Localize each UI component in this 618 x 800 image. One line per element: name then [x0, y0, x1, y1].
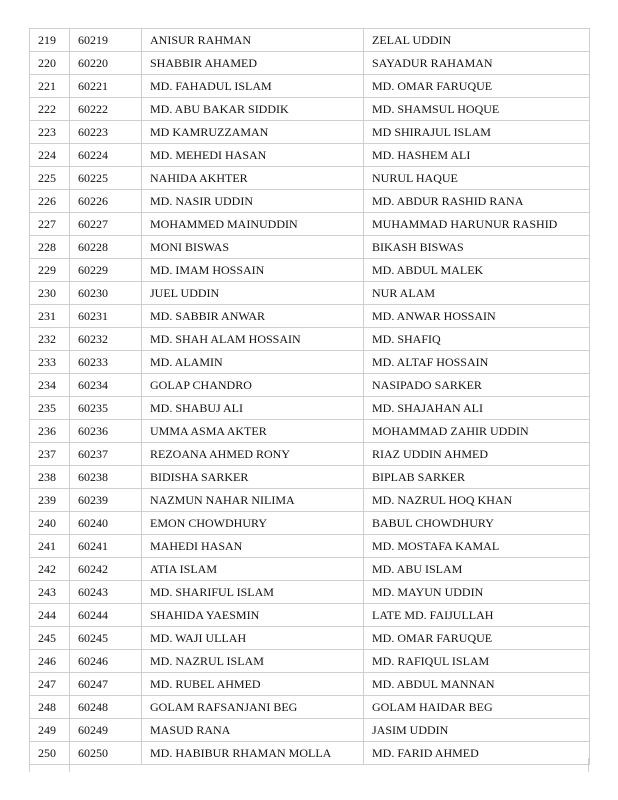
roll-number-cell: 60229	[70, 259, 142, 282]
candidate-table	[29, 28, 590, 765]
serial-cell: 242	[30, 558, 70, 581]
serial-cell: 235	[30, 397, 70, 420]
roll-number-cell: 60237	[70, 443, 142, 466]
roll-number-cell: 60250	[70, 742, 142, 765]
table-row	[30, 29, 590, 52]
roll-number-cell: 60249	[70, 719, 142, 742]
candidate-name-cell: MD. HABIBUR RHAMAN MOLLA	[142, 742, 364, 765]
father-name-cell: MD. NAZRUL HOQ KHAN	[364, 489, 590, 512]
table-row	[30, 98, 590, 121]
father-name-cell: MOHAMMAD ZAHIR UDDIN	[364, 420, 590, 443]
father-name-cell: MD. MOSTAFA KAMAL	[364, 535, 590, 558]
table-row	[30, 443, 590, 466]
table-row	[30, 719, 590, 742]
roll-number-cell: 60241	[70, 535, 142, 558]
serial-cell: 237	[30, 443, 70, 466]
roll-number-cell: 60228	[70, 236, 142, 259]
candidate-name-cell: GOLAM RAFSANJANI BEG	[142, 696, 364, 719]
father-name-cell: RIAZ UDDIN AHMED	[364, 443, 590, 466]
serial-cell: 221	[30, 75, 70, 98]
candidate-name-cell: MD. MEHEDI HASAN	[142, 144, 364, 167]
candidate-name-cell: GOLAP CHANDRO	[142, 374, 364, 397]
serial-cell: 231	[30, 305, 70, 328]
table-row	[30, 512, 590, 535]
table-row	[30, 397, 590, 420]
table-row	[30, 604, 590, 627]
father-name-cell: MD. ALTAF HOSSAIN	[364, 351, 590, 374]
candidate-name-cell: MD. FAHADUL ISLAM	[142, 75, 364, 98]
roll-number-cell: 60220	[70, 52, 142, 75]
candidate-name-cell: JUEL UDDIN	[142, 282, 364, 305]
candidate-name-cell: MD KAMRUZZAMAN	[142, 121, 364, 144]
table-row	[30, 213, 590, 236]
roll-number-cell: 60240	[70, 512, 142, 535]
serial-cell: 243	[30, 581, 70, 604]
father-name-cell: ZELAL UDDIN	[364, 29, 590, 52]
candidate-name-cell: MD. SHARIFUL ISLAM	[142, 581, 364, 604]
serial-cell: 239	[30, 489, 70, 512]
father-name-cell: MD. FARID AHMED	[364, 742, 590, 765]
roll-number-cell: 60246	[70, 650, 142, 673]
roll-number-cell: 60248	[70, 696, 142, 719]
candidate-name-cell: MD. WAJI ULLAH	[142, 627, 364, 650]
candidate-name-cell: NAZMUN NAHAR NILIMA	[142, 489, 364, 512]
table-row	[30, 75, 590, 98]
father-name-cell: BIKASH BISWAS	[364, 236, 590, 259]
father-name-cell: BIPLAB SARKER	[364, 466, 590, 489]
father-name-cell: MD. ABDUL MANNAN	[364, 673, 590, 696]
father-name-cell: MD SHIRAJUL ISLAM	[364, 121, 590, 144]
father-name-cell: MD. MAYUN UDDIN	[364, 581, 590, 604]
roll-number-cell: 60243	[70, 581, 142, 604]
father-name-cell: MD. SHAMSUL HOQUE	[364, 98, 590, 121]
candidate-name-cell: UMMA ASMA AKTER	[142, 420, 364, 443]
roll-number-cell: 60231	[70, 305, 142, 328]
serial-cell: 232	[30, 328, 70, 351]
table-row	[30, 558, 590, 581]
table-row	[30, 121, 590, 144]
candidate-name-cell: ANISUR RAHMAN	[142, 29, 364, 52]
table-row	[30, 650, 590, 673]
roll-number-cell: 60224	[70, 144, 142, 167]
table-row	[30, 420, 590, 443]
table-row	[30, 328, 590, 351]
serial-cell: 228	[30, 236, 70, 259]
candidate-name-cell: MD. RUBEL AHMED	[142, 673, 364, 696]
father-name-cell: MD. ABU ISLAM	[364, 558, 590, 581]
father-name-cell: MD. RAFIQUL ISLAM	[364, 650, 590, 673]
table-row	[30, 627, 590, 650]
candidate-name-cell: SHAHIDA YAESMIN	[142, 604, 364, 627]
candidate-name-cell: MONI BISWAS	[142, 236, 364, 259]
table-row	[30, 489, 590, 512]
candidate-name-cell: REZOANA AHMED RONY	[142, 443, 364, 466]
table-row	[30, 52, 590, 75]
table-row	[30, 144, 590, 167]
roll-number-cell: 60230	[70, 282, 142, 305]
candidate-name-cell: ATIA ISLAM	[142, 558, 364, 581]
column-divider	[69, 758, 70, 772]
table-row	[30, 673, 590, 696]
serial-cell: 233	[30, 351, 70, 374]
table-row	[30, 236, 590, 259]
roll-number-cell: 60232	[70, 328, 142, 351]
candidate-name-cell: EMON CHOWDHURY	[142, 512, 364, 535]
serial-cell: 220	[30, 52, 70, 75]
candidate-name-cell: MOHAMMED MAINUDDIN	[142, 213, 364, 236]
father-name-cell: MD. ABDUL MALEK	[364, 259, 590, 282]
table-row	[30, 167, 590, 190]
candidate-name-cell: MD. SHABUJ ALI	[142, 397, 364, 420]
table-continuation	[29, 758, 589, 772]
roll-number-cell: 60238	[70, 466, 142, 489]
father-name-cell: MD. HASHEM ALI	[364, 144, 590, 167]
candidate-table-body	[30, 29, 590, 765]
roll-number-cell: 60235	[70, 397, 142, 420]
candidate-name-cell: MD. SHAH ALAM HOSSAIN	[142, 328, 364, 351]
table-row	[30, 282, 590, 305]
table-row	[30, 535, 590, 558]
father-name-cell: NASIPADO SARKER	[364, 374, 590, 397]
roll-number-cell: 60247	[70, 673, 142, 696]
table-row	[30, 351, 590, 374]
roll-number-cell: 60236	[70, 420, 142, 443]
table-row	[30, 581, 590, 604]
candidate-name-cell: MD. ABU BAKAR SIDDIK	[142, 98, 364, 121]
roll-number-cell: 60227	[70, 213, 142, 236]
table-row	[30, 374, 590, 397]
father-name-cell: JASIM UDDIN	[364, 719, 590, 742]
candidate-name-cell: BIDISHA SARKER	[142, 466, 364, 489]
table-row	[30, 466, 590, 489]
candidate-name-cell: MAHEDI HASAN	[142, 535, 364, 558]
serial-cell: 219	[30, 29, 70, 52]
candidate-name-cell: MD. IMAM HOSSAIN	[142, 259, 364, 282]
serial-cell: 229	[30, 259, 70, 282]
serial-cell: 234	[30, 374, 70, 397]
roll-number-cell: 60226	[70, 190, 142, 213]
serial-cell: 245	[30, 627, 70, 650]
candidate-name-cell: MD. NAZRUL ISLAM	[142, 650, 364, 673]
father-name-cell: MD. SHAJAHAN ALI	[364, 397, 590, 420]
table-row	[30, 696, 590, 719]
roll-number-cell: 60219	[70, 29, 142, 52]
serial-cell: 250	[30, 742, 70, 765]
candidate-name-cell: MASUD RANA	[142, 719, 364, 742]
candidate-name-cell: MD. ALAMIN	[142, 351, 364, 374]
roll-number-cell: 60242	[70, 558, 142, 581]
father-name-cell: SAYADUR RAHAMAN	[364, 52, 590, 75]
father-name-cell: LATE MD. FAIJULLAH	[364, 604, 590, 627]
father-name-cell: NUR ALAM	[364, 282, 590, 305]
serial-cell: 223	[30, 121, 70, 144]
serial-cell: 249	[30, 719, 70, 742]
roll-number-cell: 60221	[70, 75, 142, 98]
father-name-cell: MD. OMAR FARUQUE	[364, 75, 590, 98]
serial-cell: 240	[30, 512, 70, 535]
roll-number-cell: 60234	[70, 374, 142, 397]
father-name-cell: GOLAM HAIDAR BEG	[364, 696, 590, 719]
father-name-cell: MUHAMMAD HARUNUR RASHID	[364, 213, 590, 236]
candidate-name-cell: SHABBIR AHAMED	[142, 52, 364, 75]
serial-cell: 248	[30, 696, 70, 719]
serial-cell: 226	[30, 190, 70, 213]
roll-number-cell: 60245	[70, 627, 142, 650]
serial-cell: 227	[30, 213, 70, 236]
table-row	[30, 259, 590, 282]
father-name-cell: MD. SHAFIQ	[364, 328, 590, 351]
serial-cell: 238	[30, 466, 70, 489]
table-row	[30, 305, 590, 328]
serial-cell: 244	[30, 604, 70, 627]
candidate-name-cell: MD. NASIR UDDIN	[142, 190, 364, 213]
roll-number-cell: 60239	[70, 489, 142, 512]
serial-cell: 230	[30, 282, 70, 305]
father-name-cell: BABUL CHOWDHURY	[364, 512, 590, 535]
serial-cell: 224	[30, 144, 70, 167]
roll-number-cell: 60225	[70, 167, 142, 190]
table-row	[30, 190, 590, 213]
serial-cell: 246	[30, 650, 70, 673]
father-name-cell: NURUL HAQUE	[364, 167, 590, 190]
candidate-name-cell: NAHIDA AKHTER	[142, 167, 364, 190]
father-name-cell: MD. ABDUR RASHID RANA	[364, 190, 590, 213]
father-name-cell: MD. ANWAR HOSSAIN	[364, 305, 590, 328]
father-name-cell: MD. OMAR FARUQUE	[364, 627, 590, 650]
candidate-name-cell: MD. SABBIR ANWAR	[142, 305, 364, 328]
serial-cell: 241	[30, 535, 70, 558]
serial-cell: 236	[30, 420, 70, 443]
roll-number-cell: 60233	[70, 351, 142, 374]
roll-number-cell: 60223	[70, 121, 142, 144]
roll-number-cell: 60222	[70, 98, 142, 121]
roll-number-cell: 60244	[70, 604, 142, 627]
serial-cell: 222	[30, 98, 70, 121]
serial-cell: 247	[30, 673, 70, 696]
serial-cell: 225	[30, 167, 70, 190]
